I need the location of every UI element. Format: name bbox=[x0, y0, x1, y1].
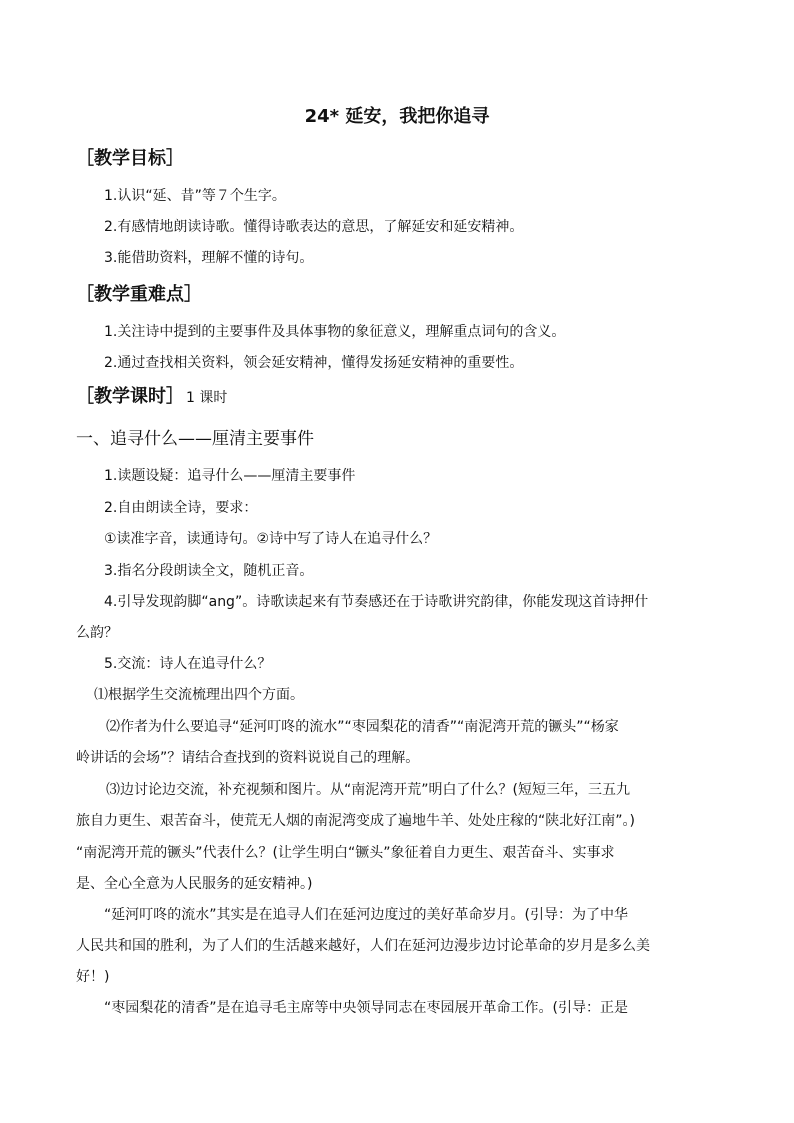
body-line: 岭讲话的会场”？请结合查找到的资料说说自己的理解。 bbox=[76, 750, 420, 766]
key-point-item: 1.关注诗中提到的主要事件及具体事物的象征意义，理解重点词句的含义。 bbox=[104, 324, 566, 340]
goal-item: 1.认识“延、昔”等７个生字。 bbox=[104, 188, 286, 204]
body-line: 4.引导发现韵脚“ang”。诗歌读起来有节奏感还在于诗歌讲究韵律，你能发现这首诗押什 bbox=[104, 594, 649, 610]
body-line: “延河叮咚的流水”其实是在追寻人们在延河边度过的美好革命岁月。(引导：为了中华 bbox=[104, 907, 628, 923]
body-line: “南泥湾开荒的镢头”代表什么？(让学生明白“镢头”象征着自力更生、艰苦奋斗、实事求 bbox=[76, 845, 615, 861]
body-line: “枣园梨花的清香”是在追寻毛主席等中央领导同志在枣园展开革命工作。(引导：正是 bbox=[104, 1000, 628, 1016]
body-line: 旅自力更生、艰苦奋斗，使荒无人烟的南泥湾变成了遍地牛羊、处处庄稼的“陕北好江南”。) bbox=[76, 813, 635, 829]
body-line: 是、全心全意为人民服务的延安精神。) bbox=[76, 876, 313, 892]
body-line: 好！) bbox=[76, 969, 110, 985]
page-title: 24* 延安，我把你追寻 bbox=[304, 106, 490, 127]
body-line: ①读准字音，读通诗句。②诗中写了诗人在追寻什么？ bbox=[104, 531, 438, 547]
hours-label: ［教学课时］ bbox=[76, 386, 184, 407]
goal-item: 3.能借助资料，理解不懂的诗句。 bbox=[104, 250, 314, 266]
body-line: 3.指名分段朗读全文，随机正音。 bbox=[104, 563, 314, 579]
body-line: 2.自由朗读全诗，要求： bbox=[104, 500, 258, 516]
body-line: 1.读题设疑：追寻什么——厘清主要事件 bbox=[104, 468, 356, 484]
body-line: 5.交流：诗人在追寻什么？ bbox=[104, 656, 272, 672]
key-point-item: 2.通过查找相关资料，领会延安精神，懂得发扬延安精神的重要性。 bbox=[104, 355, 524, 371]
goals-heading: ［教学目标］ bbox=[76, 148, 184, 169]
body-line: 人民共和国的胜利，为了人们的生活越来越好，人们在延河边漫步边讨论革命的岁月是多么美 bbox=[76, 938, 650, 954]
hours-value: 1 课时 bbox=[186, 390, 228, 406]
key-points-heading: ［教学重难点］ bbox=[76, 284, 202, 305]
body-line: ⑴根据学生交流梳理出四个方面。 bbox=[94, 687, 304, 703]
section-title: 一、追寻什么——厘清主要事件 bbox=[76, 429, 314, 449]
body-line: 么韵？ bbox=[76, 625, 118, 641]
hours-heading bbox=[76, 384, 227, 411]
body-line: ⑵作者为什么要追寻“延河叮咚的流水”“枣园梨花的清香”“南泥湾开荒的镢头”“杨家 bbox=[106, 719, 619, 735]
goal-item: 2.有感情地朗读诗歌。懂得诗歌表达的意思，了解延安和延安精神。 bbox=[104, 219, 524, 235]
body-line: ⑶边讨论边交流，补充视频和图片。从“南泥湾开荒”明白了什么？(短短三年，三五九 bbox=[106, 782, 630, 798]
